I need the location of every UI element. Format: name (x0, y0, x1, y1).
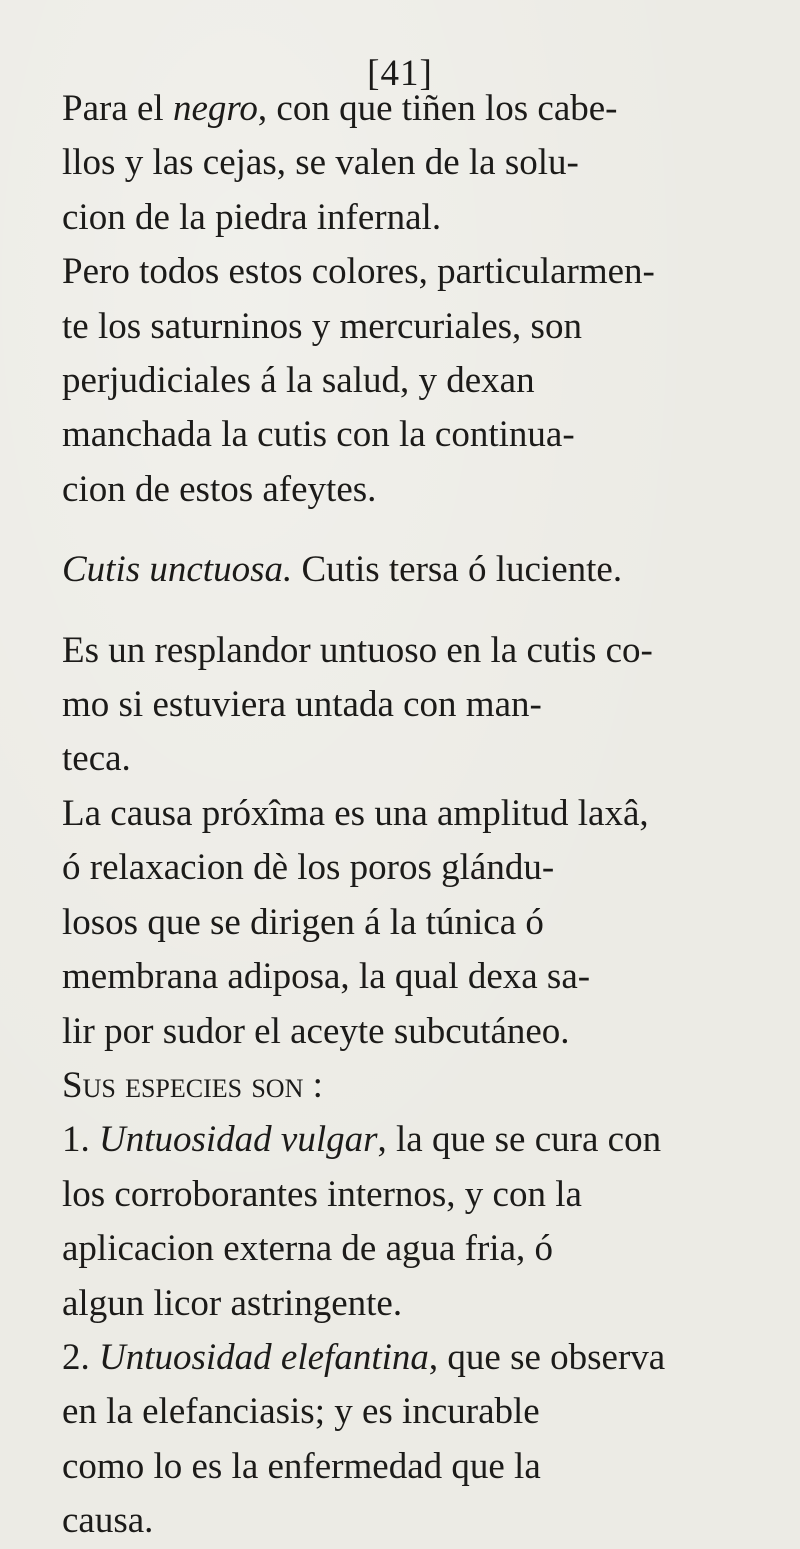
page-text (0, 82, 800, 1549)
paragraph (0, 1113, 800, 1331)
text-run: losos que se dirigen á la túnica ó (62, 901, 544, 943)
text-line (62, 732, 778, 786)
text-line (62, 1385, 778, 1439)
text-run: Para el (62, 88, 173, 129)
text-line (62, 787, 778, 841)
text-run: , que se observa (428, 1336, 666, 1378)
text-run: como lo es la enfermedad que la (62, 1445, 541, 1487)
text-run: lir por sudor el aceyte subcutáneo. (62, 1010, 570, 1052)
paragraph (0, 787, 800, 1059)
text-run: cion de estos afeytes. (62, 468, 377, 510)
text-line (62, 1005, 778, 1059)
page-number: [41] (367, 53, 433, 94)
text-run: , la que se cura con (377, 1119, 662, 1161)
text-line (62, 678, 778, 732)
text-line (62, 950, 778, 1004)
text-run: Untuosidad elefantina (99, 1336, 429, 1378)
text-run: algun licor astringente. (62, 1282, 403, 1324)
text-run: los corroborantes internos, y con la (62, 1173, 582, 1215)
text-run: aplicacion externa de agua fria, ó (62, 1228, 554, 1270)
text-run: ó relaxacion dè los poros glándu- (62, 847, 555, 889)
text-line (62, 300, 778, 354)
text-line (62, 896, 778, 950)
text-line (62, 1440, 778, 1494)
section-heading (0, 543, 800, 597)
text-run: en la elefanciasis; y es incurable (62, 1391, 540, 1433)
text-line (62, 191, 778, 245)
text-line (62, 1494, 778, 1548)
paragraph (0, 1331, 800, 1549)
text-line (62, 136, 778, 190)
text-run: teca. (62, 738, 131, 780)
text-run: perjudiciales á la salud, y dexan (62, 360, 535, 402)
text-line (62, 841, 778, 895)
text-line (62, 1059, 778, 1113)
text-line (62, 1277, 778, 1331)
text-run: , con que tiñen los cabe- (257, 88, 618, 129)
text-line (62, 624, 778, 678)
text-run: Untuosidad vulgar (99, 1119, 378, 1161)
text-run: Sus especies son : (62, 1064, 323, 1106)
text-run: negro (172, 88, 258, 129)
text-line (62, 245, 778, 299)
text-run: Es un resplandor untuoso en la cutis co- (62, 629, 653, 671)
text-line (62, 1222, 778, 1276)
text-line (62, 82, 778, 136)
text-run: mo si estuviera untada con man- (62, 684, 542, 726)
text-line (62, 408, 778, 462)
text-run: te los saturninos y mercuriales, son (62, 305, 582, 347)
paragraphs-after-heading (0, 624, 800, 1549)
text-run: causa. (62, 1500, 154, 1542)
text-run: membrana adiposa, la qual dexa sa- (62, 956, 591, 998)
text-line (62, 354, 778, 408)
heading-rest: Cutis tersa ó luciente. (292, 549, 623, 591)
text-run: 2. (62, 1336, 99, 1378)
text-run: llos y las cejas, se valen de la solu- (62, 142, 579, 184)
heading-italic: Cutis unctuosa. (62, 549, 293, 591)
paragraph (0, 245, 800, 517)
text-line (62, 1331, 778, 1385)
paragraph (0, 82, 800, 245)
text-line (62, 1168, 778, 1222)
text-line (62, 1113, 778, 1167)
text-run: manchada la cutis con la continua- (62, 414, 575, 456)
paragraph (0, 1059, 800, 1113)
text-run: cion de la piedra infernal. (62, 196, 442, 238)
text-run: Pero todos estos colores, particularmen- (62, 251, 655, 293)
text-run: La causa próxîma es una amplitud laxâ, (62, 792, 649, 834)
paragraph (0, 624, 800, 787)
text-run: 1. (62, 1119, 99, 1161)
paragraphs-before-heading (0, 82, 800, 517)
text-line (62, 463, 778, 517)
